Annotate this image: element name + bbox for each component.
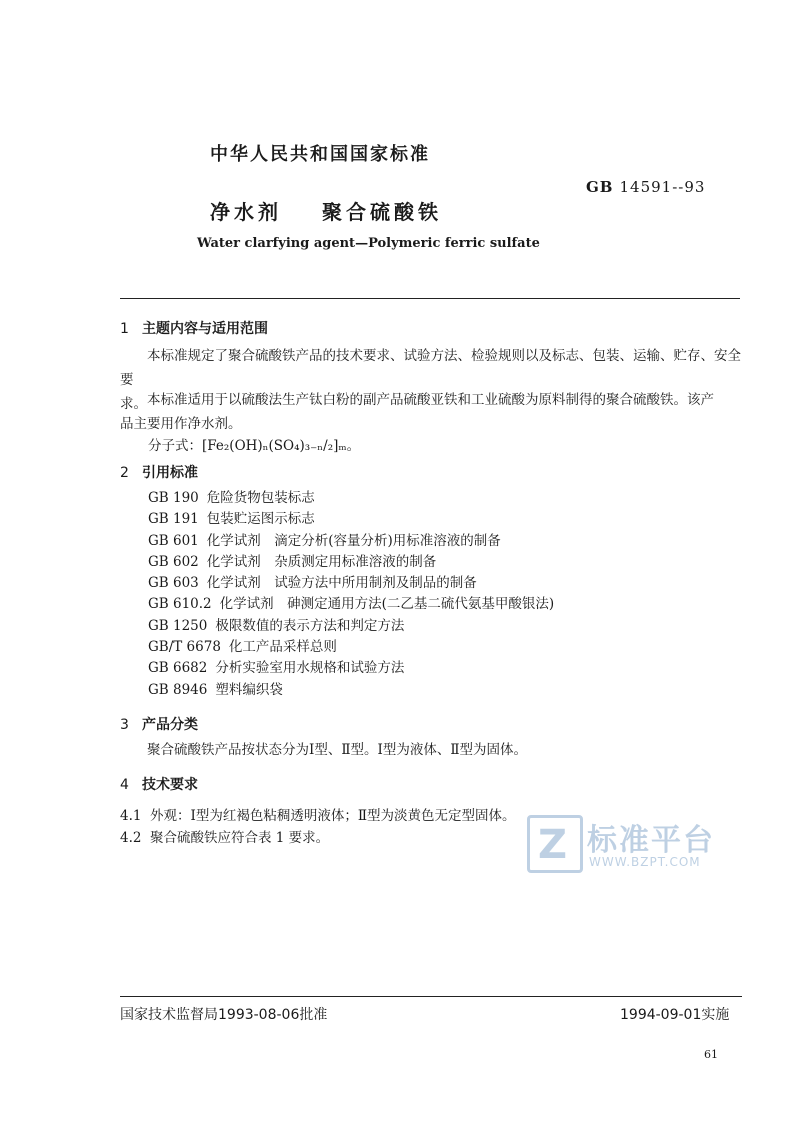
reference-code: GB 190 xyxy=(148,490,199,506)
section-1-paragraph-2 xyxy=(120,388,742,436)
reference-code: GB 8946 xyxy=(148,681,208,698)
reference-item xyxy=(148,616,554,637)
section-3-heading xyxy=(120,714,198,734)
reference-item xyxy=(148,658,554,679)
standard-prefix: GB xyxy=(586,178,614,196)
reference-item xyxy=(148,531,554,552)
reference-code: GB 610.2 xyxy=(148,596,212,613)
reference-code: GB 6682 xyxy=(148,660,208,677)
reference-code: GB 603 xyxy=(148,575,199,592)
section-1-heading xyxy=(120,318,268,338)
clause-4-2 xyxy=(120,826,329,846)
clause-4-1 xyxy=(120,804,516,824)
reference-item xyxy=(148,680,554,701)
reference-code: GB 601 xyxy=(148,532,199,549)
title-english: Water clarfying agent—Polymeric ferric sulfate xyxy=(197,236,540,251)
watermark-text: 标准平台 xyxy=(587,823,715,858)
clause-4-2-text: 聚合硫酸铁应符合表 1 要求。 xyxy=(150,830,330,846)
standard-number xyxy=(586,178,705,196)
section-2-heading xyxy=(120,462,198,482)
reference-name: 化工产品采样总则 xyxy=(228,639,337,656)
formula-text: [Fe₂(OH)ₙ(SO₄)₃₋ₙ/₂]ₘ。 xyxy=(202,438,361,454)
footer-divider xyxy=(120,996,742,997)
section-1-number: 1 xyxy=(120,321,129,337)
reference-item xyxy=(148,509,554,530)
watermark-logo xyxy=(527,815,727,875)
reference-name: 塑料编织袋 xyxy=(215,681,283,698)
section-1-p1-line2: 求。 xyxy=(120,396,147,412)
clause-4-1-text: 外观：Ⅰ型为红褐色粘稠透明液体；Ⅱ型为淡黄色无定型固体。 xyxy=(150,808,516,824)
title-chinese-part1: 净水剂 xyxy=(210,200,282,224)
section-4-heading xyxy=(120,774,198,794)
section-1-p1-line1: 本标准规定了聚合硫酸铁产品的技术要求、试验方法、检验规则以及标志、包装、运输、贮存、安全要 xyxy=(120,348,741,388)
section-3-title: 产品分类 xyxy=(142,717,198,733)
section-1-title: 主题内容与适用范围 xyxy=(142,321,268,337)
section-2-title: 引用标准 xyxy=(142,465,198,481)
molecular-formula xyxy=(148,434,360,454)
reference-name: 包装贮运图示标志 xyxy=(206,511,315,528)
title-chinese-part2: 聚合硫酸铁 xyxy=(322,200,442,224)
title-chinese xyxy=(210,196,442,225)
clause-4-1-number: 4.1 xyxy=(120,808,142,824)
reference-name: 化学试剂 滴定分析(容量分析)用标准溶液的制备 xyxy=(206,532,501,549)
reference-code: GB/T 6678 xyxy=(148,639,221,656)
country-standard-heading: 中华人民共和国国家标准 xyxy=(210,144,430,165)
reference-name: 危险货物包装标志 xyxy=(206,490,315,506)
page-number: 61 xyxy=(704,1048,718,1061)
approval-date: 国家技术监督局1993-08-06批准 xyxy=(120,1007,328,1023)
watermark-url: WWW.BZPT.COM xyxy=(589,855,701,869)
section-3-paragraph: 聚合硫酸铁产品按状态分为Ⅰ型、Ⅱ型。Ⅰ型为液体、Ⅱ型为固体。 xyxy=(147,742,528,758)
section-4-number: 4 xyxy=(120,777,129,793)
reference-name: 极限数值的表示方法和判定方法 xyxy=(215,617,405,634)
reference-name: 化学试剂 杂质测定用标准溶液的制备 xyxy=(206,553,437,570)
reference-item xyxy=(148,594,554,615)
reference-item xyxy=(148,573,554,594)
formula-label: 分子式： xyxy=(148,438,202,454)
section-1-p2-line1: 本标准适用于以硫酸法生产钛白粉的副产品硫酸亚铁和工业硫酸为原料制得的聚合硫酸铁。该产 xyxy=(147,392,714,408)
header-divider xyxy=(120,298,740,299)
standard-code: 14591--93 xyxy=(619,178,706,196)
reference-code: GB 191 xyxy=(148,511,199,528)
clause-4-2-number: 4.2 xyxy=(120,830,142,846)
reference-item xyxy=(148,637,554,658)
section-1-p2-line2: 品主要用作净水剂。 xyxy=(120,416,242,432)
section-3-number: 3 xyxy=(120,717,129,733)
implementation-date: 1994-09-01实施 xyxy=(620,1007,730,1023)
reference-item xyxy=(148,488,554,509)
reference-name: 化学试剂 试验方法中所用制剂及制品的制备 xyxy=(206,575,477,592)
reference-name: 分析实验室用水规格和试验方法 xyxy=(215,660,405,677)
reference-code: GB 1250 xyxy=(148,617,208,634)
reference-item xyxy=(148,552,554,573)
reference-name: 化学试剂 砷测定通用方法(二乙基二硫代氨基甲酸银法) xyxy=(219,596,555,613)
reference-list xyxy=(148,488,554,701)
reference-code: GB 602 xyxy=(148,553,199,570)
section-2-number: 2 xyxy=(120,465,129,481)
section-4-title: 技术要求 xyxy=(142,777,198,793)
watermark-z-icon: Z xyxy=(527,815,583,873)
